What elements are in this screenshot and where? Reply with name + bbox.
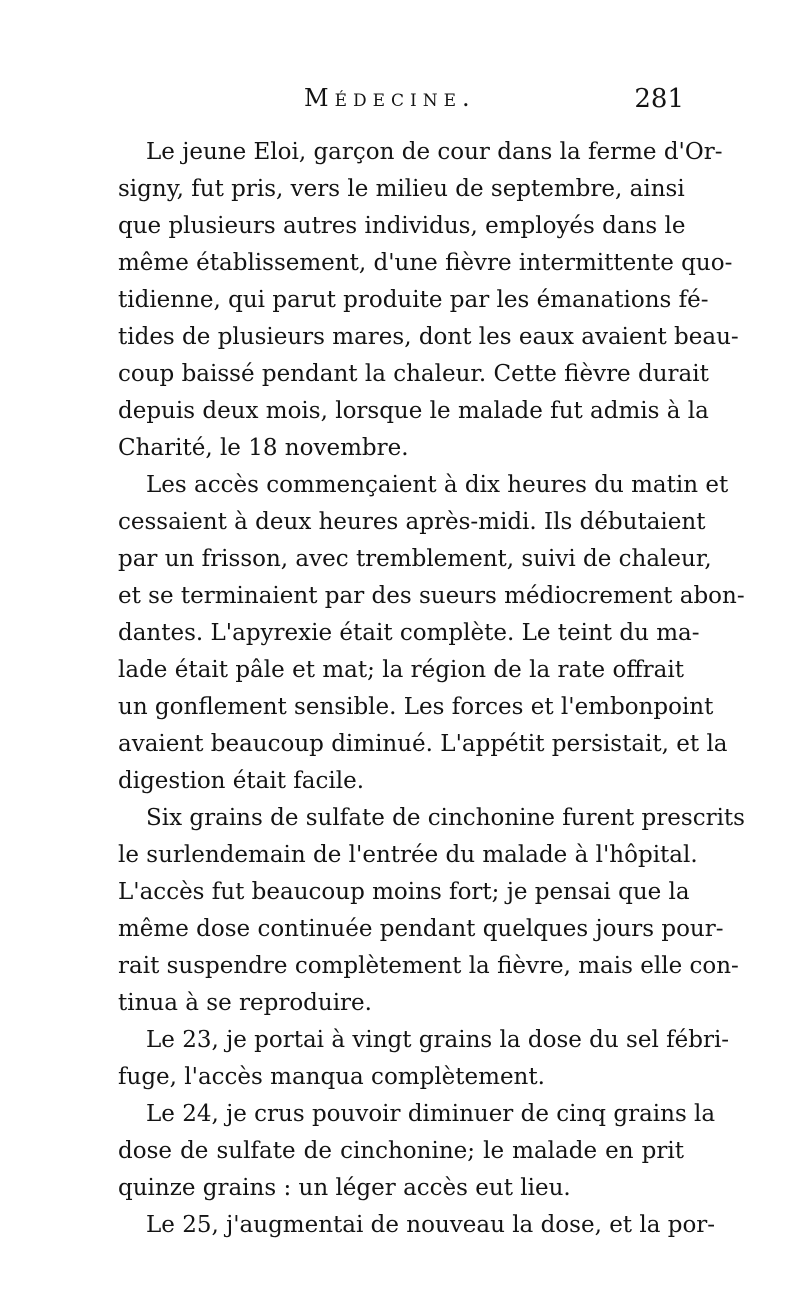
- text-line: signy, fut pris, vers le milieu de septembre, ainsi: [118, 176, 685, 202]
- paragraph: [118, 1096, 716, 1207]
- body-text: [118, 134, 745, 1244]
- text-line: même dose continuée pendant quelques jours pour-: [118, 916, 724, 942]
- text-line: dose de sulfate de cinchonine; le malade en prit: [118, 1138, 684, 1164]
- paragraph: [118, 1022, 730, 1096]
- text-line: tides de plusieurs mares, dont les eaux avaient beau-: [118, 324, 739, 350]
- paragraph: [118, 1207, 716, 1244]
- text-line: Le 23, je portai à vingt grains la dose du sel fébri-: [146, 1027, 730, 1053]
- text-line: Six grains de sulfate de cinchonine furent prescrits: [146, 805, 745, 831]
- text-line: et se terminaient par des sueurs médiocrement abon-: [118, 583, 745, 609]
- text-line: que plusieurs autres individus, employés dans le: [118, 213, 686, 239]
- text-line: lade était pâle et mat; la région de la rate offrait: [118, 657, 684, 683]
- text-line: quinze grains : un léger accès eut lieu.: [118, 1175, 571, 1201]
- text-line: Les accès commençaient à dix heures du matin et: [146, 472, 729, 498]
- text-line: Le 25, j'augmentai de nouveau la dose, et la por-: [146, 1212, 716, 1238]
- text-line: rait suspendre complètement la fièvre, mais elle con-: [118, 953, 739, 979]
- page-number: 281: [634, 84, 684, 114]
- text-line: coup baissé pendant la chaleur. Cette fièvre durait: [118, 361, 709, 387]
- text-line: tidienne, qui parut produite par les émanations fé-: [118, 287, 709, 313]
- text-line: Le 24, je crus pouvoir diminuer de cinq grains la: [146, 1101, 716, 1127]
- text-line: dantes. L'apyrexie était complète. Le teint du ma-: [118, 620, 700, 646]
- text-line: avaient beaucoup diminué. L'appétit persistait, et la: [118, 731, 728, 757]
- text-line: par un frisson, avec tremblement, suivi de chaleur,: [118, 546, 712, 572]
- text-line: fuge, l'accès manqua complètement.: [118, 1064, 545, 1090]
- paragraph: [118, 134, 739, 467]
- text-line: cessaient à deux heures après-midi. Ils débutaient: [118, 509, 706, 535]
- text-line: un gonflement sensible. Les forces et l'embonpoint: [118, 694, 714, 720]
- text-line: le surlendemain de l'entrée du malade à l'hôpital.: [118, 842, 698, 868]
- text-line: L'accès fut beaucoup moins fort; je pensai que la: [118, 879, 690, 905]
- running-head: [118, 84, 684, 124]
- text-line: digestion était facile.: [118, 768, 365, 794]
- text-line: Le jeune Eloi, garçon de cour dans la ferme d'Or-: [146, 139, 723, 165]
- text-line: même établissement, d'une fièvre intermittente quo-: [118, 250, 733, 276]
- paragraph: [118, 467, 745, 800]
- text-line: tinua à se reproduire.: [118, 990, 372, 1016]
- text-line: Charité, le 18 novembre.: [118, 435, 409, 461]
- running-title: Médecine.: [304, 84, 476, 112]
- text-line: depuis deux mois, lorsque le malade fut admis à la: [118, 398, 709, 424]
- paragraph: [118, 800, 745, 1022]
